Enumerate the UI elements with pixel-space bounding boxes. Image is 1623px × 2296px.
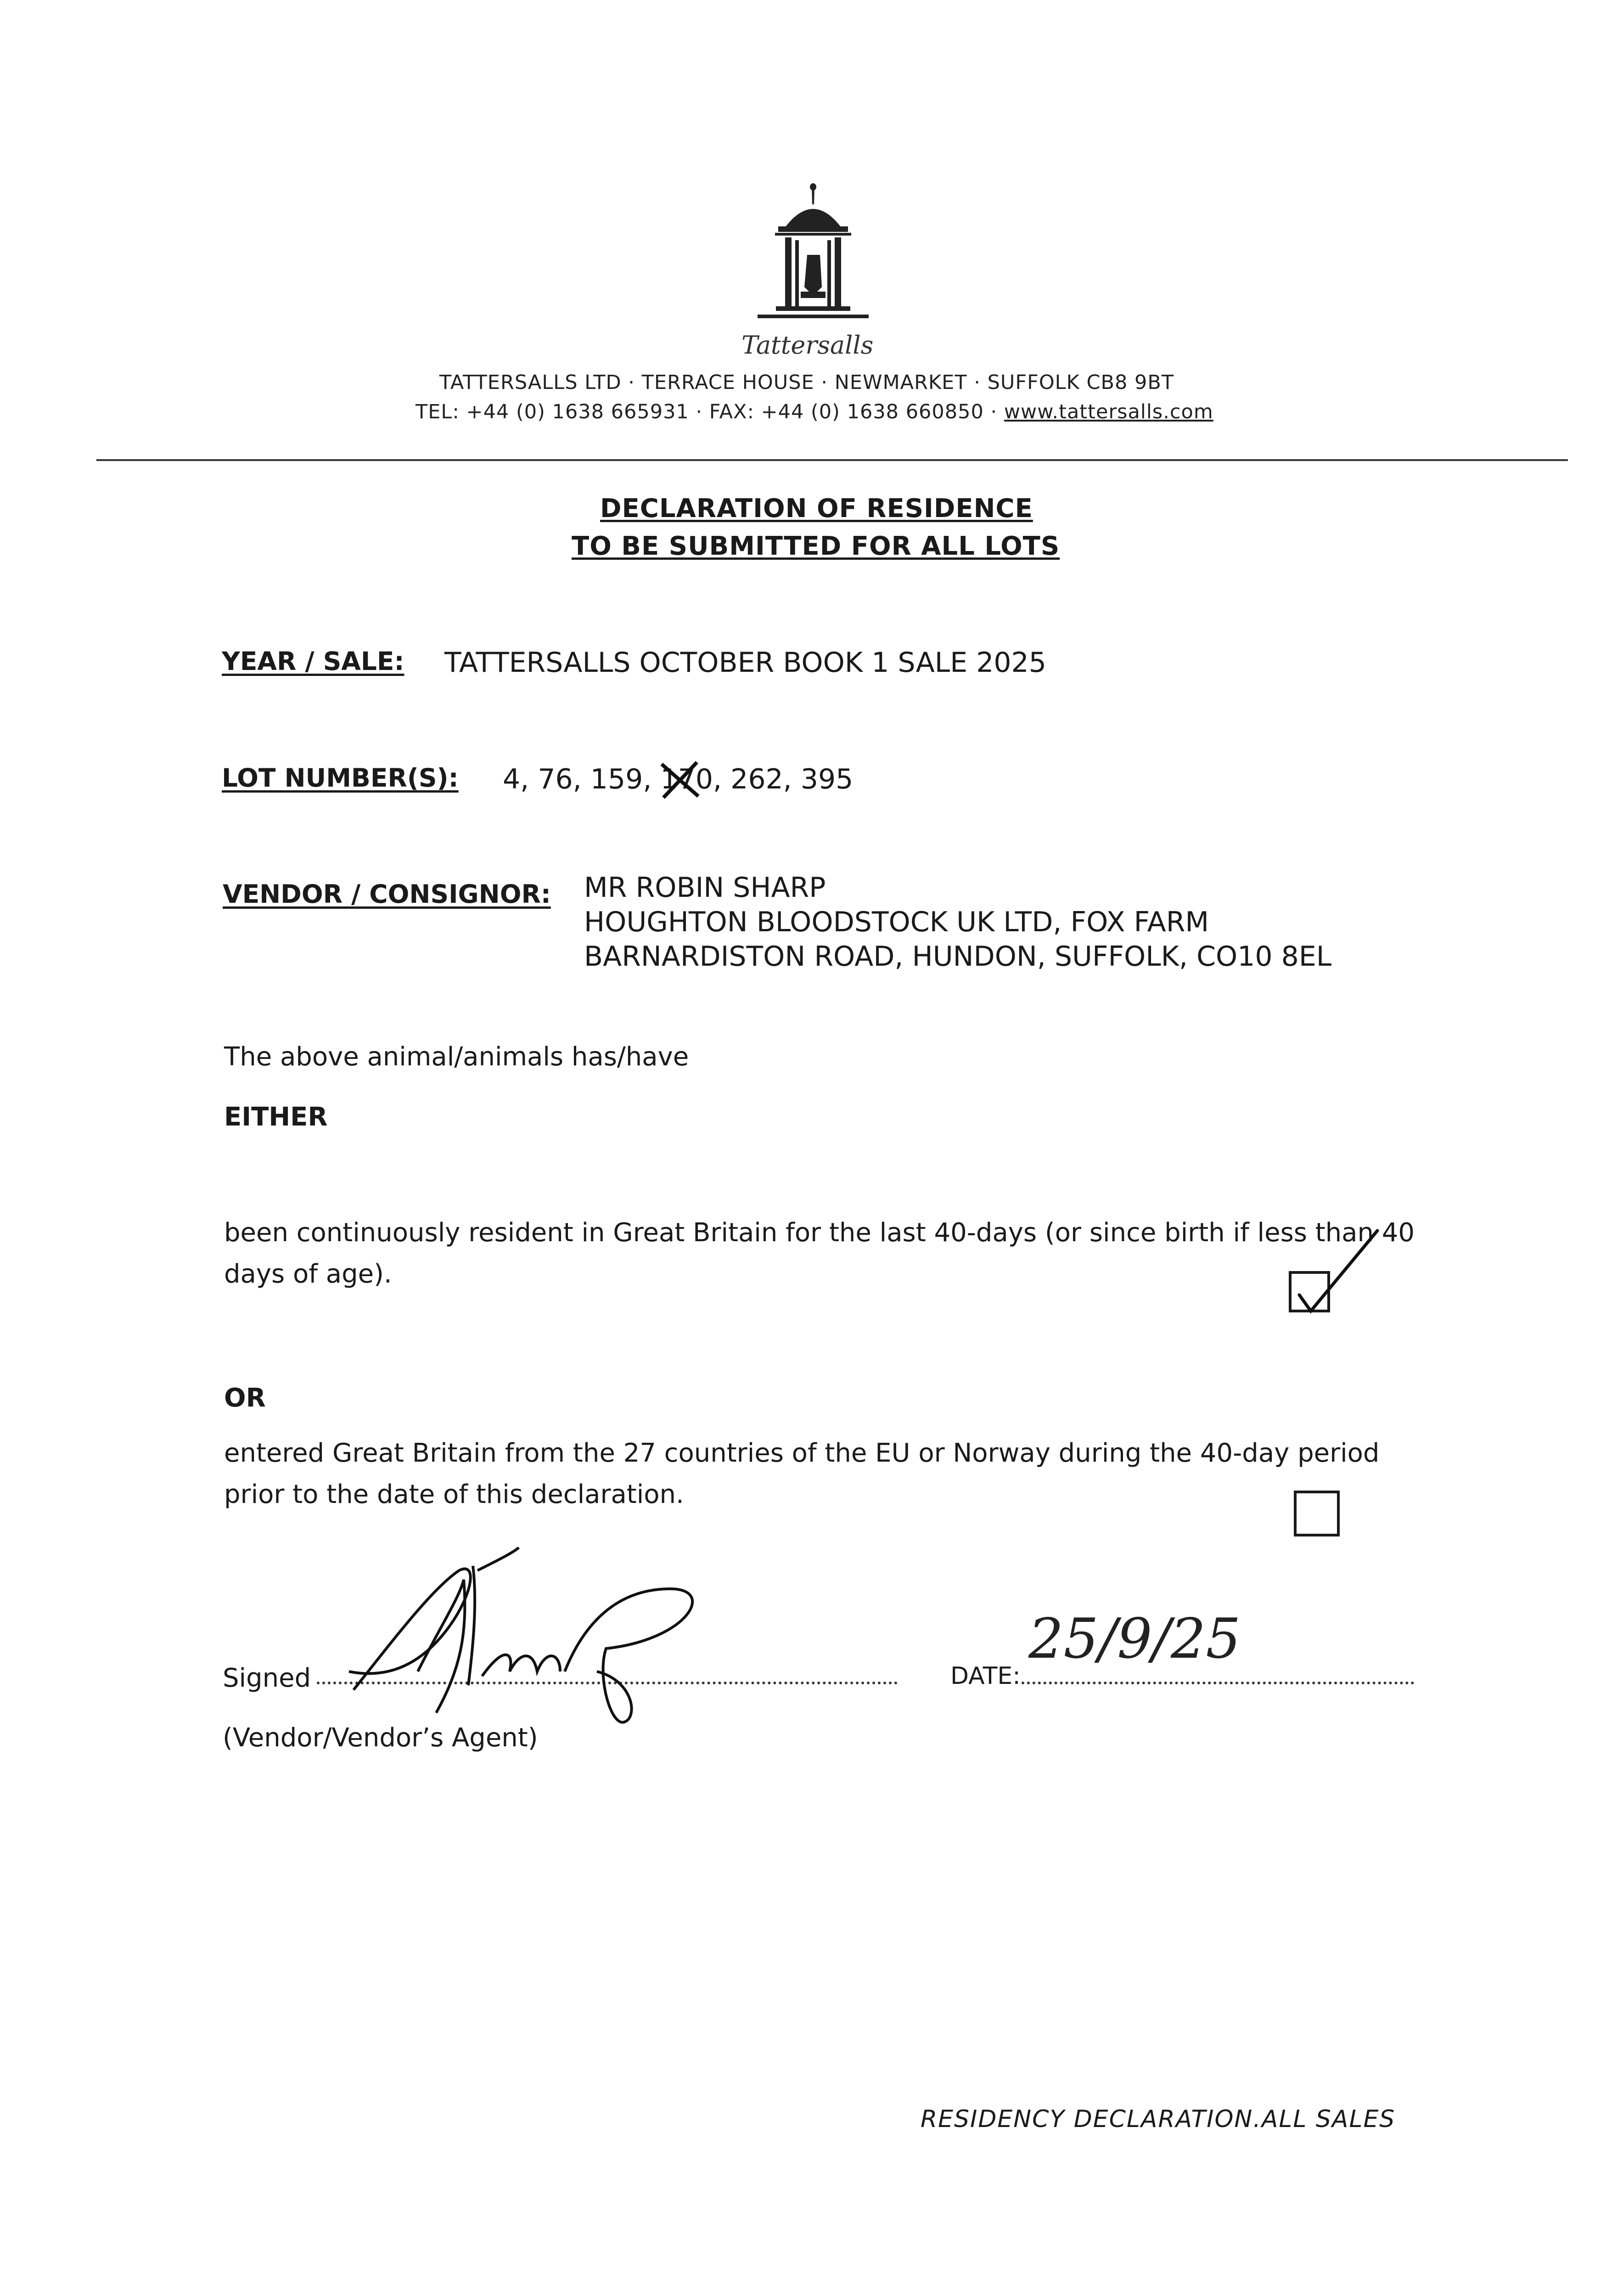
vendor-label: VENDOR / CONSIGNOR: <box>223 879 551 909</box>
header-divider <box>96 459 1568 461</box>
or-label: OR <box>224 1383 266 1413</box>
agent-label: (Vendor/Vendor’s Agent) <box>223 1723 538 1753</box>
tattersalls-logo <box>753 181 872 333</box>
option-2-line-2: prior to the date of this declaration. <box>224 1480 684 1509</box>
handwritten-date: 25/9/25 <box>1028 1607 1241 1671</box>
address-line: TATTERSALLS LTD · TERRACE HOUSE · NEWMARKET · SUFFOLK CB8 9BT <box>439 371 1174 394</box>
option-2-text <box>224 1433 1436 1515</box>
either-label: EITHER <box>224 1102 328 1132</box>
option-1-checkmark <box>1286 1217 1387 1318</box>
year-sale-value: TATTERSALLS OCTOBER BOOK 1 SALE 2025 <box>444 647 1046 679</box>
date-line <box>1022 1682 1414 1684</box>
footer-text: RESIDENCY DECLARATION.ALL SALES <box>921 2105 1396 2133</box>
date-label: DATE: <box>950 1662 1021 1690</box>
declaration-intro: The above animal/animals has/have <box>224 1042 689 1072</box>
option-2-line-1: entered Great Britain from the 27 countries of the EU or Norway during the 40-day period <box>224 1438 1380 1468</box>
contact-phone-fax: TEL: +44 (0) 1638 665931 · FAX: +44 (0) 1638 660850 · <box>416 400 1004 423</box>
handwritten-signature <box>321 1534 735 1736</box>
page-subtitle: TO BE SUBMITTED FOR ALL LOTS <box>572 531 1060 561</box>
option-1-line-1: been continuously resident in Great Britain for the last 40-days (or since birth if less than 40 <box>224 1218 1415 1248</box>
website-link[interactable]: www.tattersalls.com <box>1004 400 1213 423</box>
signed-label: Signed <box>223 1663 311 1693</box>
year-sale-label: YEAR / SALE: <box>222 647 404 676</box>
lot-numbers-part1: 4, 76, 159, <box>503 763 661 795</box>
option-1-text <box>224 1212 1436 1295</box>
page-title: DECLARATION OF RESIDENCE <box>600 494 1033 523</box>
lot-numbers-value <box>503 763 853 795</box>
vendor-line-3: BARNARDISTON ROAD, HUNDON, SUFFOLK, CO10 8EL <box>584 940 1332 973</box>
vendor-line-1: MR ROBIN SHARP <box>584 872 826 904</box>
lot-number-crossed-out: 170 <box>660 763 713 795</box>
brand-wordmark: Tattersalls <box>741 331 874 360</box>
option-1-line-2: days of age). <box>224 1259 392 1289</box>
lot-numbers-label: LOT NUMBER(S): <box>222 763 459 793</box>
vendor-line-2: HOUGHTON BLOODSTOCK UK LTD, FOX FARM <box>584 906 1209 938</box>
lot-numbers-part2: , 262, 395 <box>713 763 854 795</box>
option-2-checkbox[interactable] <box>1294 1491 1340 1536</box>
contact-line <box>416 400 1213 423</box>
